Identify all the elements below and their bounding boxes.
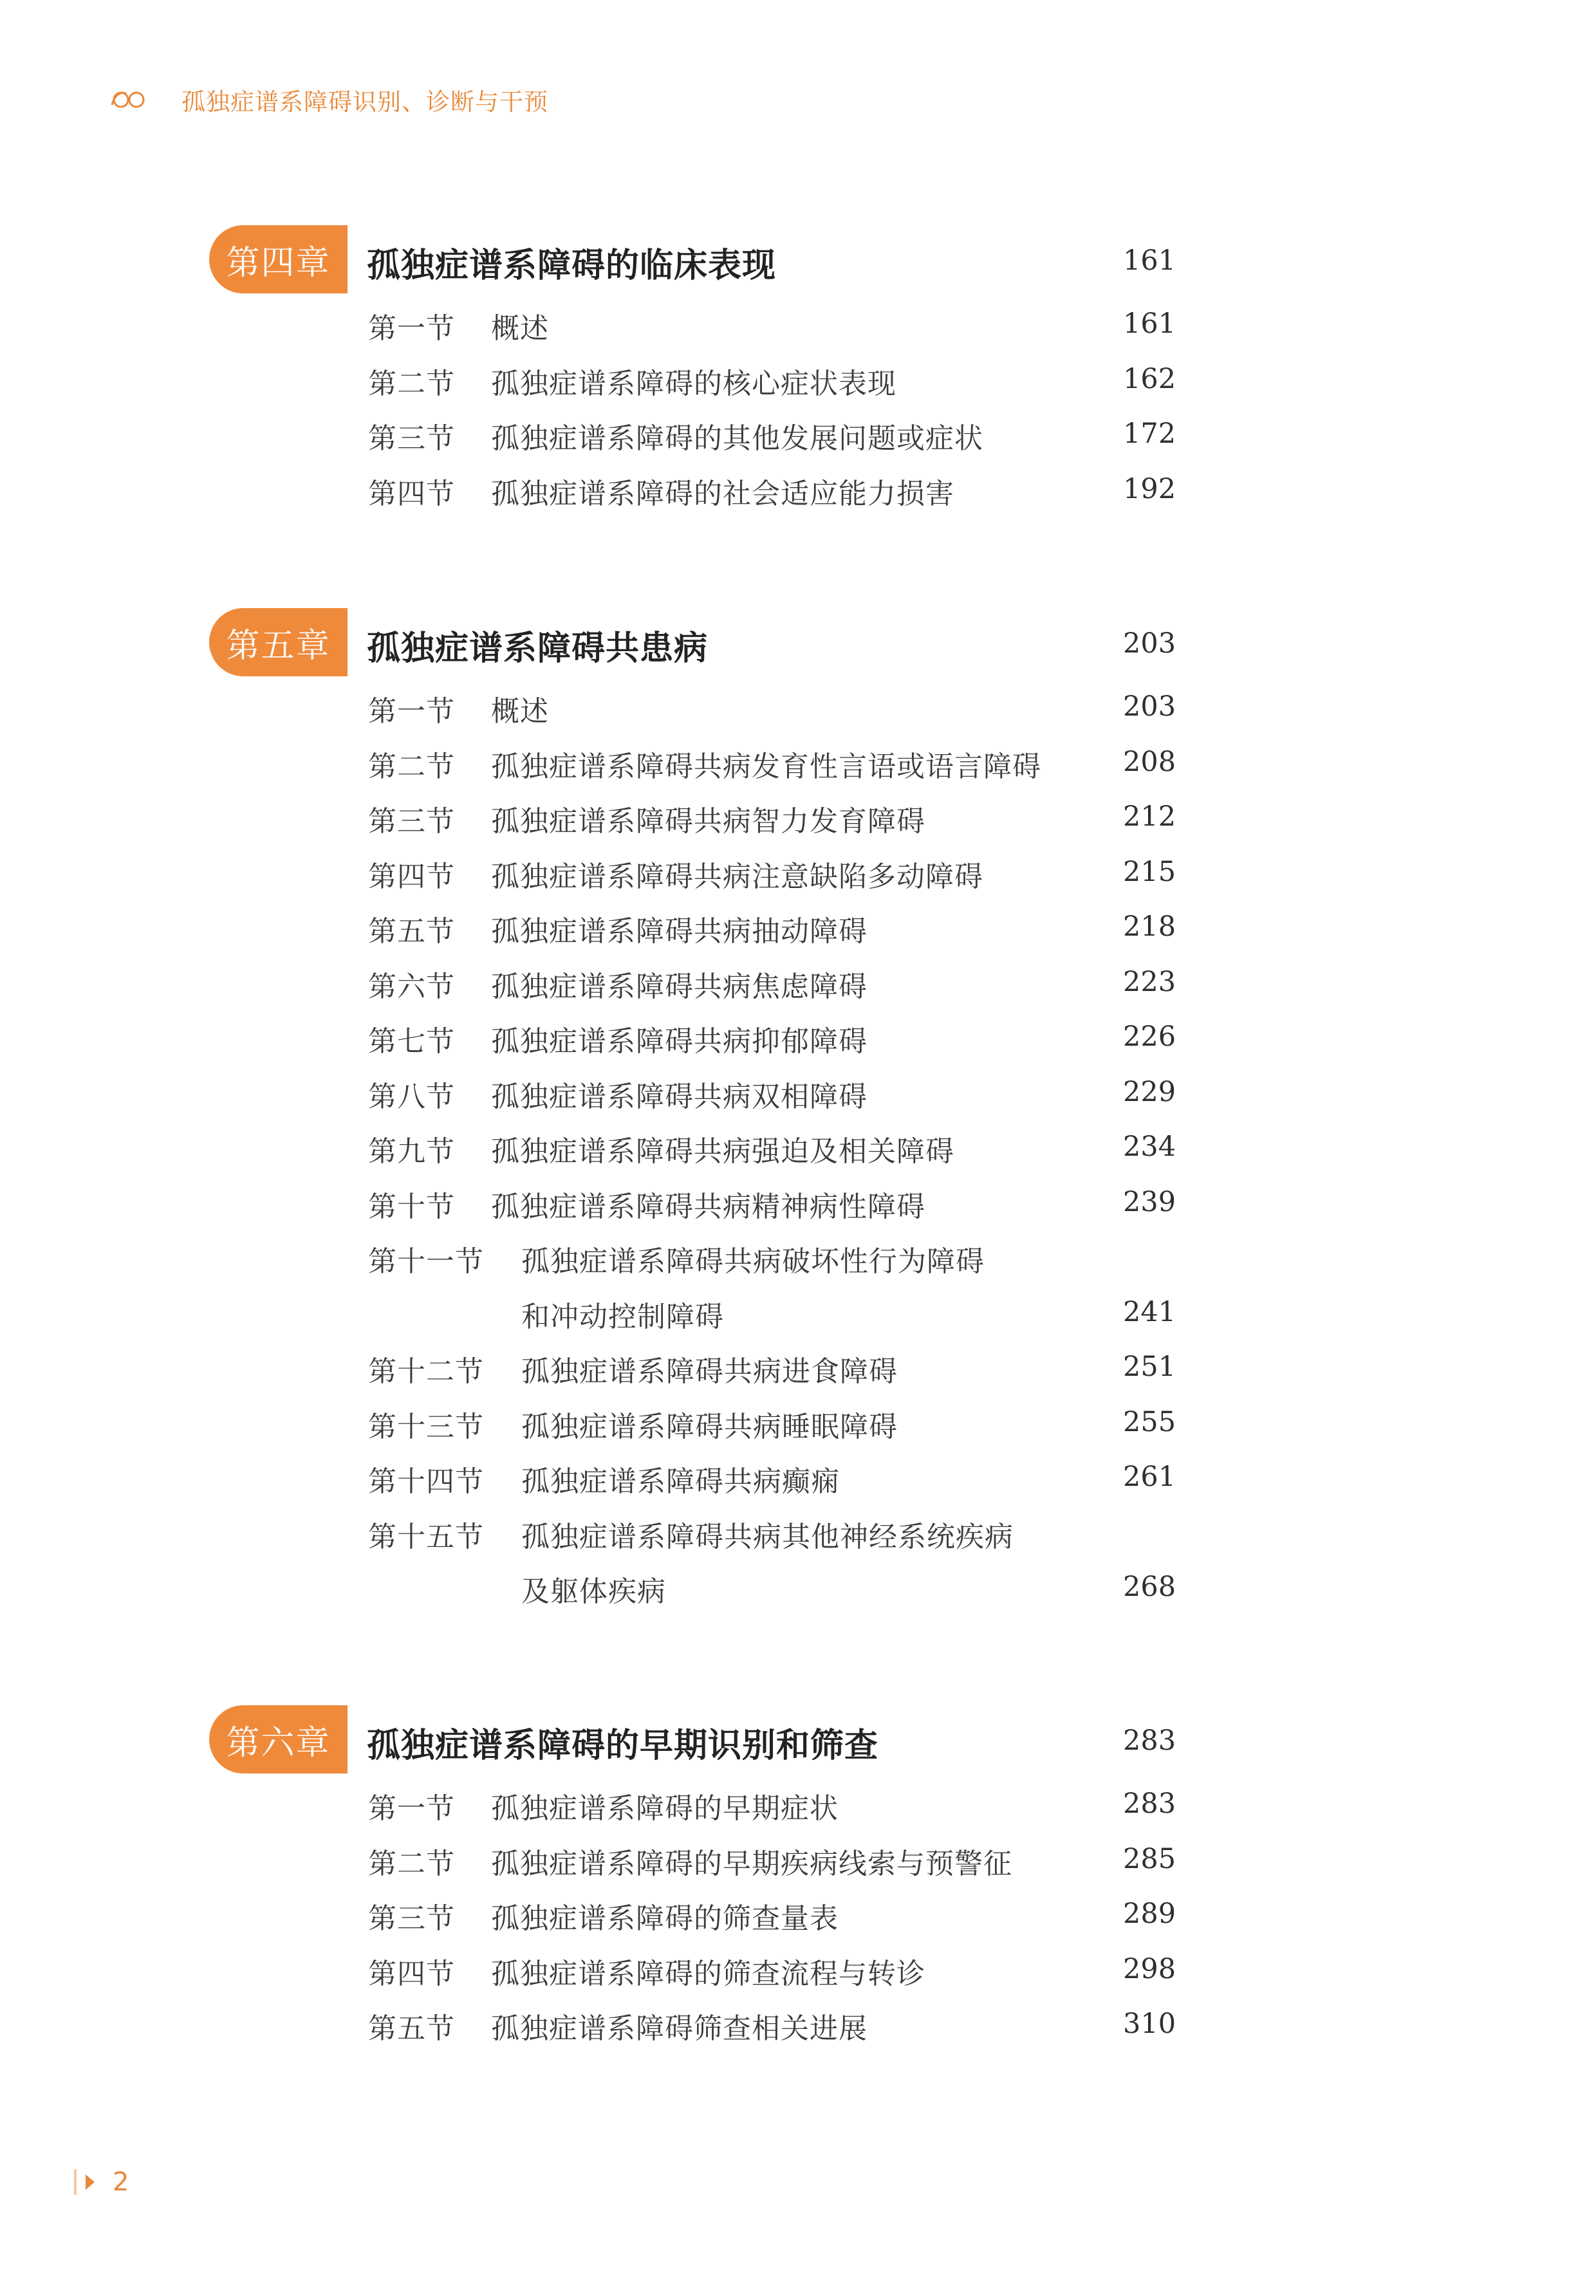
section-page-number: 212 [1123,801,1176,833]
section-title-continued: 及躯体疾病 [521,1575,666,1608]
section-page-number: 251 [1123,1351,1176,1383]
section-page-number: 203 [1123,690,1176,723]
section-label: 第八节 [368,1080,455,1113]
section-label: 第十节 [368,1190,455,1223]
section-page-number: 255 [1123,1405,1176,1438]
section-label: 第十五节 [368,1520,484,1553]
section-page-number: 298 [1123,1952,1176,1985]
section-page-number: 241 [1123,1295,1176,1328]
toc-entry[interactable] [0,1229,1596,1339]
chapter-badge: 第四章 [209,225,348,293]
section-label: 第一节 [368,1792,455,1825]
section-page-number: 208 [1123,745,1176,778]
section-title: 孤独症谱系障碍共病癫痫 [521,1465,840,1498]
section-title: 孤独症谱系障碍共病注意缺陷多动障碍 [491,860,983,893]
section-page-number: 261 [1123,1461,1176,1493]
chapter-block [0,1705,1596,2051]
section-label: 第一节 [368,312,455,345]
book-title: 孤独症谱系障碍识别、诊断与干预 [181,88,548,116]
section-title: 孤独症谱系障碍共病双相障碍 [491,1080,868,1113]
page-number: 2 [113,2167,129,2197]
header-ornament-icon [109,87,156,113]
section-title: 孤独症谱系障碍的其他发展问题或症状 [491,422,983,455]
running-header [109,80,548,119]
section-label: 第十一节 [368,1245,484,1278]
toc-entry[interactable] [0,1009,1596,1064]
section-label: 第九节 [368,1135,455,1168]
section-title: 孤独症谱系障碍共病抑郁障碍 [491,1025,868,1058]
section-title: 概述 [491,312,549,345]
section-page-number: 162 [1123,362,1176,395]
section-page-number: 310 [1123,2008,1176,2040]
chapter-page-number: 283 [1123,1725,1176,1757]
section-label: 第三节 [368,805,455,838]
section-title: 孤独症谱系障碍共病发育性言语或语言障碍 [491,750,1041,783]
chapter-block [0,225,1596,516]
toc-entry[interactable] [0,296,1596,351]
toc-entry[interactable] [0,899,1596,954]
section-title: 孤独症谱系障碍的早期疾病线索与预警征 [491,1847,1012,1880]
section-label: 第二节 [368,750,455,783]
section-page-number: 234 [1123,1131,1176,1163]
chapter-heading[interactable] [0,1705,1596,1776]
toc-entry[interactable] [0,1449,1596,1504]
section-label: 第二节 [368,1847,455,1880]
toc-entry[interactable] [0,844,1596,900]
chapter-title: 孤独症谱系障碍的临床表现 [367,246,777,285]
toc-entry[interactable] [0,1831,1596,1887]
toc-entry[interactable] [0,1119,1596,1174]
toc-entry[interactable] [0,461,1596,517]
toc-entry[interactable] [0,1941,1596,1997]
toc-entry[interactable] [0,406,1596,461]
toc-entry[interactable] [0,789,1596,844]
chapter-badge: 第六章 [209,1705,348,1773]
toc-entry[interactable] [0,351,1596,407]
chapter-badge: 第五章 [209,608,348,676]
section-title: 孤独症谱系障碍共病破坏性行为障碍 [521,1245,985,1278]
section-title: 孤独症谱系障碍的社会适应能力损害 [491,477,954,510]
chapter-heading[interactable] [0,608,1596,679]
section-title: 孤独症谱系障碍的筛查流程与转诊 [491,1957,925,1990]
section-page-number: 285 [1123,1842,1176,1875]
toc-entry[interactable] [0,1776,1596,1831]
section-title: 概述 [491,695,549,728]
section-label: 第十四节 [368,1465,484,1498]
section-page-number: 226 [1123,1021,1176,1053]
toc-entry[interactable] [0,1064,1596,1120]
section-label: 第七节 [368,1025,455,1058]
section-page-number: 289 [1123,1898,1176,1930]
section-label: 第三节 [368,1902,455,1935]
chapter-heading[interactable] [0,225,1596,296]
section-title: 孤独症谱系障碍共病睡眠障碍 [521,1410,898,1443]
section-title: 孤独症谱系障碍的早期症状 [491,1792,839,1825]
section-label: 第四节 [368,1957,455,1990]
section-label: 第三节 [368,422,455,455]
section-label: 第一节 [368,695,455,728]
section-title: 孤独症谱系障碍的筛查量表 [491,1902,839,1935]
section-title: 孤独症谱系障碍共病智力发育障碍 [491,805,925,838]
section-label: 第六节 [368,970,455,1003]
section-title: 孤独症谱系障碍的核心症状表现 [491,367,896,400]
toc-entry[interactable] [0,954,1596,1010]
toc-entry[interactable] [0,1504,1596,1615]
section-page-number: 215 [1123,855,1176,888]
section-label: 第四节 [368,477,455,510]
section-page-number: 223 [1123,965,1176,998]
footer-bar [74,2169,77,2195]
section-label: 第十二节 [368,1355,484,1388]
chapter-page-number: 161 [1123,245,1176,277]
chapter-title: 孤独症谱系障碍共患病 [367,629,709,668]
section-label: 第五节 [368,915,455,948]
section-page-number: 161 [1123,308,1176,340]
toc-entry[interactable] [0,1886,1596,1941]
section-title: 孤独症谱系障碍共病其他神经系统疾病 [521,1520,1014,1553]
toc-entry[interactable] [0,1174,1596,1230]
section-title: 孤独症谱系障碍筛查相关进展 [491,2012,868,2045]
section-page-number: 268 [1123,1571,1176,1603]
section-page-number: 283 [1123,1788,1176,1820]
toc-entry[interactable] [0,679,1596,734]
section-label: 第十三节 [368,1410,484,1443]
section-page-number: 239 [1123,1185,1176,1218]
section-label: 第五节 [368,2012,455,2045]
section-page-number: 218 [1123,911,1176,943]
toc-entry[interactable] [0,1339,1596,1394]
section-label: 第四节 [368,860,455,893]
section-label: 第二节 [368,367,455,400]
section-page-number: 172 [1123,418,1176,450]
chapter-page-number: 203 [1123,627,1176,660]
chapter-block [0,608,1596,1615]
section-title: 孤独症谱系障碍共病精神病性障碍 [491,1190,925,1223]
chapter-title: 孤独症谱系障碍的早期识别和筛查 [367,1726,879,1765]
section-title-continued: 和冲动控制障碍 [521,1300,724,1333]
toc-entry[interactable] [0,1394,1596,1450]
footer-arrow-icon [86,2174,95,2190]
section-page-number: 229 [1123,1075,1176,1108]
toc-entry[interactable] [0,734,1596,790]
section-page-number: 192 [1123,472,1176,505]
section-title: 孤独症谱系障碍共病焦虑障碍 [491,970,868,1003]
toc-entry[interactable] [0,1996,1596,2051]
section-title: 孤独症谱系障碍共病进食障碍 [521,1355,898,1388]
section-title: 孤独症谱系障碍共病强迫及相关障碍 [491,1135,954,1168]
page-footer [74,2167,129,2197]
section-title: 孤独症谱系障碍共病抽动障碍 [491,915,868,948]
